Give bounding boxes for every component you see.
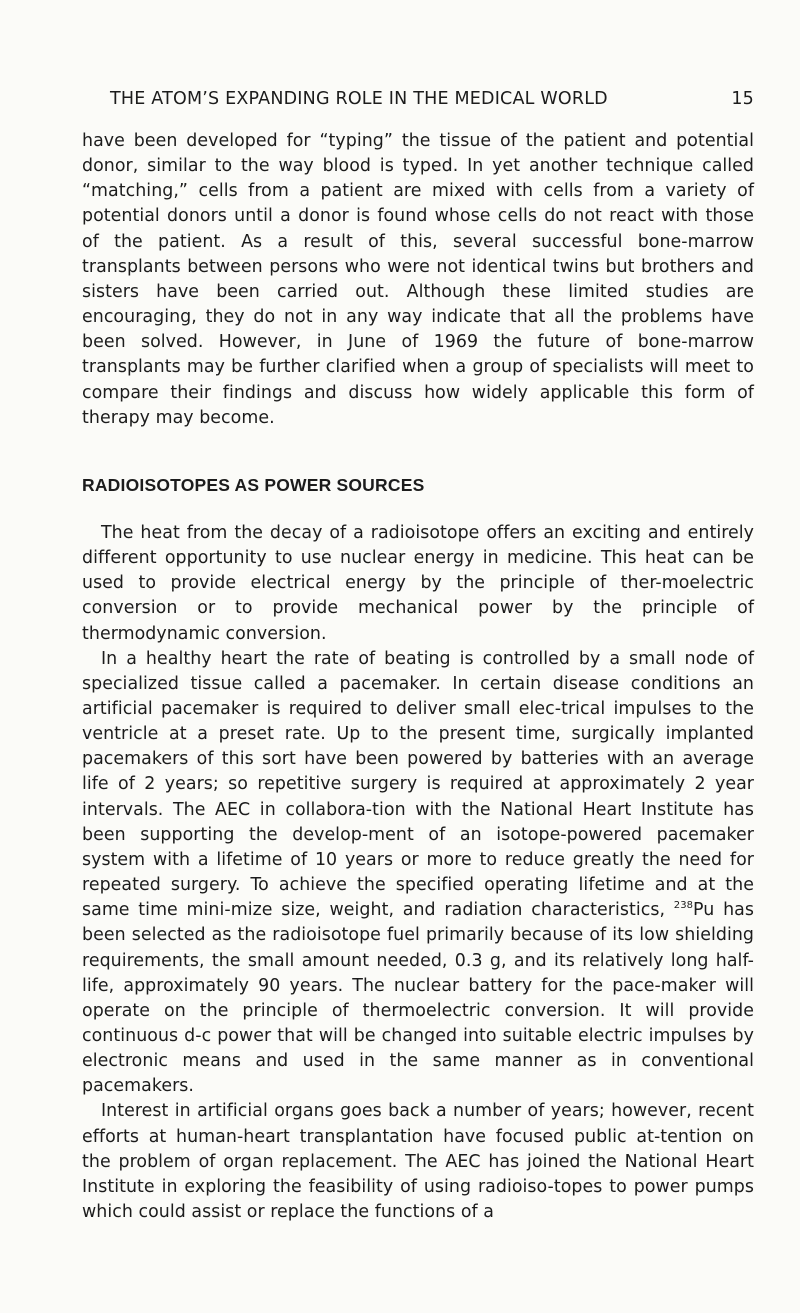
paragraph-bone-marrow-continued: have been developed for “typing” the tissue of the patient and potential donor, similar to the way blood is typed. In yet another technique called “matching,” cells from a patient are mixed with cells from a variety of potential donors until a donor is found whose cells do not react with those of the patient. As a result of this, several successful bone-marrow transplants between persons who were not identical twins but brothers and sisters have been carried out. Although these limited studies are encouraging, they do not in any way indicate that all the problems have been solved. However, in June of 1969 the future of bone-marrow transplants may be further clarified when a group of specialists will meet to compare their findings and discuss how widely applicable this form of therapy may become. (82, 131, 754, 428)
running-head (82, 84, 754, 114)
pacemaker-text-after-isotope: has been selected as the radioisotope fuel primarily because of its low shielding requirements, the small amount needed, 0.3 g, and its relatively long half-life, approximately 90 years. The nuclear battery for the pace-maker will operate on the principle of thermoelectric conversion. It will provide continuous d-c power that will be changed into suitable electric impulses by electronic means and used in the same manner as in conventional pacemakers. (82, 900, 754, 1097)
page-number: 15 (731, 89, 754, 109)
pacemaker-text-before-isotope: In a healthy heart the rate of beating is controlled by a small node of specialized tissue called a pacemaker. In certain disease conditions an artificial pacemaker is required to deliver small elec-trical impulses to the ventricle at a preset rate. Up to the present time, surgically implanted pacemakers of this sort have been powered by batteries with an average life of 2 years; so repetitive surgery is required at approximately 2 year intervals. The AEC in collabora-tion with the National Heart Institute has been supporting the develop-ment of an isotope-powered pacemaker system with a lifetime of 10 years or more to reduce greatly the need for repeated surgery. To achieve the specified operating lifetime and at the same time mini-mize size, weight, and radiation characteristics, (82, 648, 754, 921)
paragraph-radioisotope-heat: The heat from the decay of a radioisotope offers an exciting and entirely different opportunity to use nuclear energy in medicine. This heat can be used to provide electrical energy by the principle of ther-moelectric conversion or to provide mechanical power by the principle of thermodynamic conversion. (82, 522, 754, 644)
isotope-mass-number: 238 (673, 900, 694, 912)
paragraph-artificial-organs: Interest in artificial organs goes back a number of years; however, recent efforts at human-heart transplantation have focused public at-tention on the problem of organ replacement. The AEC has joined the National Heart Institute in exploring the feasibility of using radioiso-topes to power pumps which could assist or replace the functions of a (82, 1101, 754, 1223)
isotope-symbol: Pu (693, 900, 715, 921)
running-title: THE ATOM’S EXPANDING ROLE IN THE MEDICAL WORLD (110, 89, 608, 109)
section-heading: RADIOISOTOPES AS POWER SOURCES (82, 474, 425, 495)
paragraph-pacemaker (82, 647, 754, 1100)
document-page (82, 84, 754, 1225)
body-text (82, 129, 754, 1225)
